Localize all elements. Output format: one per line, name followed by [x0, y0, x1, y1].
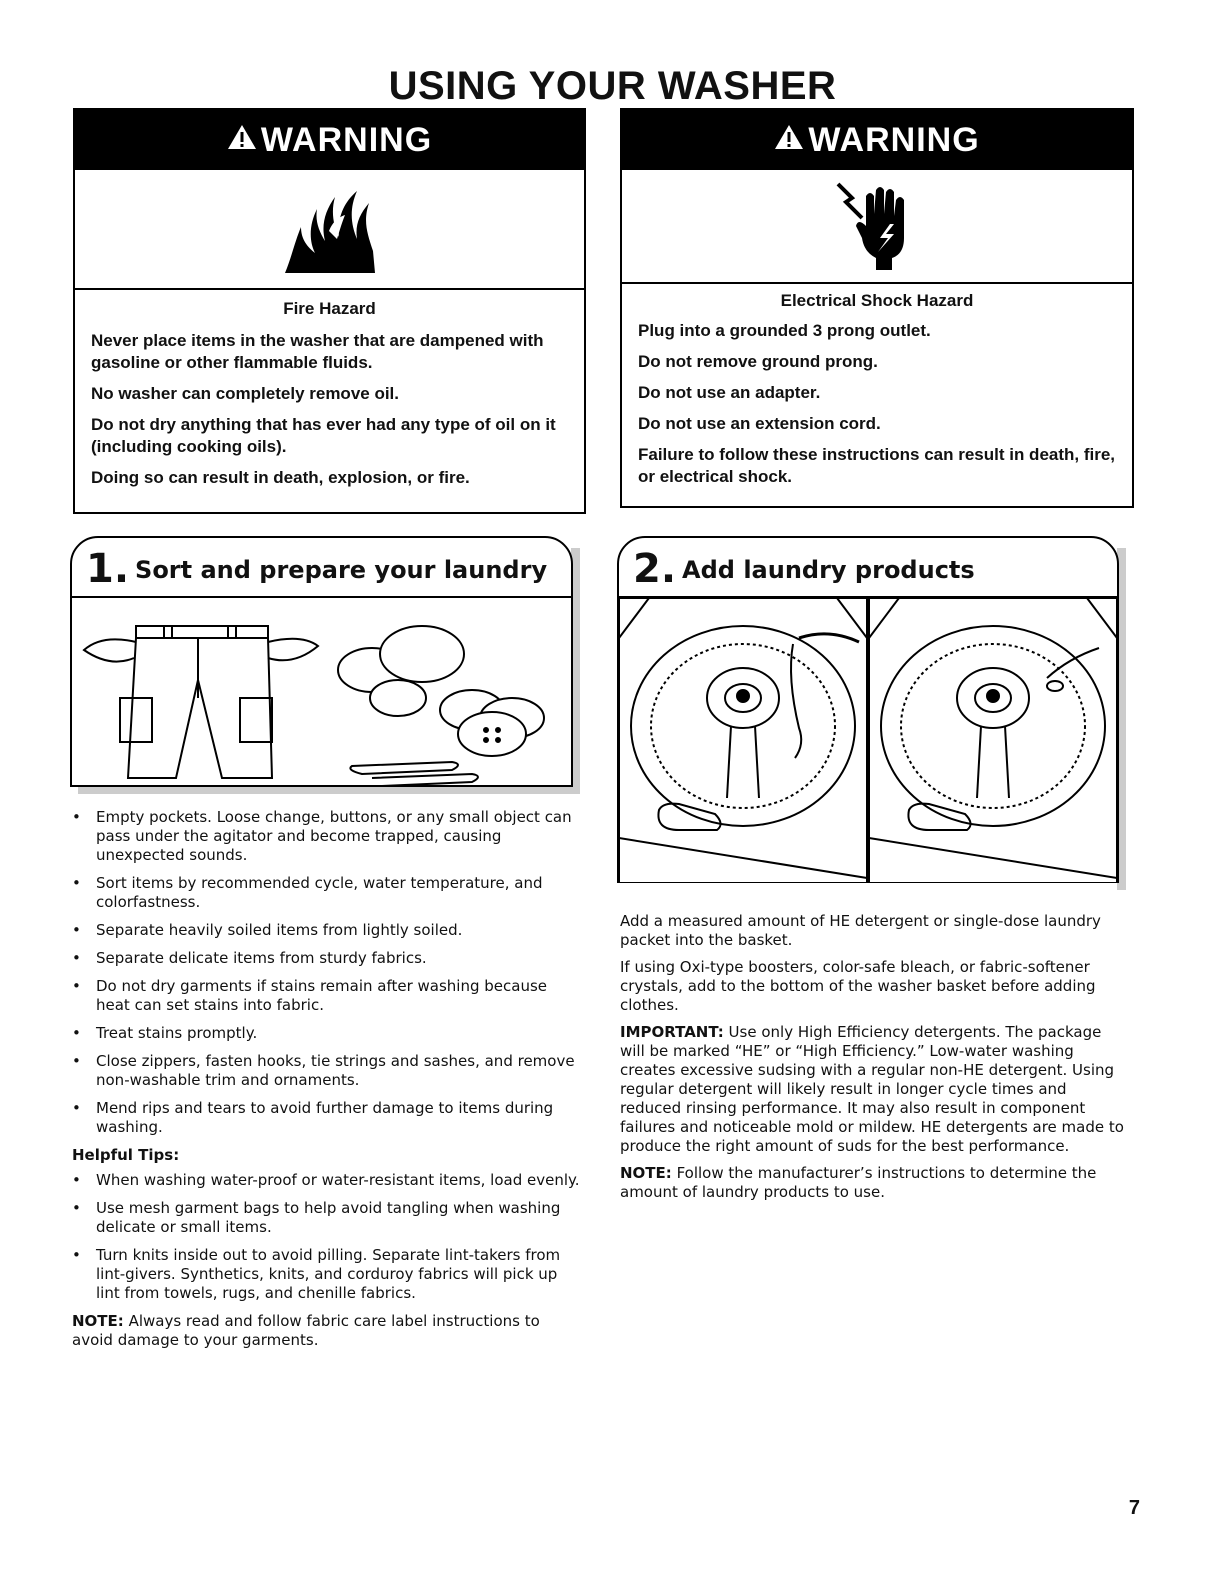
electrical-shock-icon: [622, 170, 1132, 284]
shock-warning-box: [620, 108, 1134, 508]
washer-pour-detergent-illustration: [619, 598, 867, 883]
step-2-paragraph: Add a measured amount of HE detergent or single-dose laundry packet into the basket.: [620, 912, 1101, 949]
step-1-panel: [70, 536, 573, 787]
fire-warning-box: [73, 108, 586, 514]
warning-line: Do not remove ground prong.: [638, 352, 878, 371]
important-paragraph: IMPORTANT: Use only High Efficiency detergents. The package will be marked “HE” or “High Efficiency.” Low-water washing creates excessive sudsing with a regular non-HE detergent. Using regular detergent will likely result in longer cycle times and reduced rinsing performance. It may also result in component failures and noticeable mold or mildew. HE detergents are made to produce the right amount of suds for the best performance.: [620, 1023, 1124, 1155]
step-2-paragraph: If using Oxi-type boosters, color-safe bleach, or fabric-softener crystals, add to the bottom of the washer basket before adding clothes.: [620, 958, 1096, 1014]
warning-header: WARNING: [75, 110, 584, 170]
warning-triangle-icon: [227, 110, 257, 170]
list-item: • Close zippers, fasten hooks, tie strings and sashes, and remove non-washable trim and ornaments.: [72, 1052, 582, 1090]
step-2-note: NOTE: Follow the manufacturer’s instructions to determine the amount of laundry products to use.: [620, 1164, 1097, 1201]
list-item: • Separate delicate items from sturdy fabrics.: [72, 949, 582, 968]
warning-triangle-icon: [774, 110, 804, 170]
laundry-illustration: [72, 598, 571, 786]
warning-line: Do not use an extension cord.: [638, 414, 881, 433]
fire-icon: [75, 170, 584, 290]
tips-bullet-list: [72, 1171, 582, 1303]
list-item: • Do not dry garments if stains remain after washing because heat can set stains into fabric.: [72, 977, 582, 1015]
hazard-title: Electrical Shock Hazard: [780, 291, 974, 310]
warning-line: No washer can completely remove oil.: [91, 384, 400, 403]
list-item: • Empty pockets. Loose change, buttons, or any small object can pass under the agitator and become trapped, causing unexpected sounds.: [72, 808, 582, 865]
step-1-title: 1. Sort and prepare your laundry: [72, 538, 571, 598]
pants-illustration: [84, 626, 318, 778]
washer-add-pod-illustration: [869, 598, 1117, 883]
safety-pins-illustration: [350, 762, 478, 786]
list-item: • Turn knits inside out to avoid pilling. Separate lint-takers from lint-givers. Synthetics, knits, and corduroy fabrics will pick up lint from towels, rugs, and chenille fabrics.: [72, 1246, 582, 1303]
step-2-instructions: [620, 912, 1130, 1210]
list-item: • Sort items by recommended cycle, water temperature, and colorfastness.: [72, 874, 582, 912]
list-item: • Separate heavily soiled items from lightly soiled.: [72, 921, 582, 940]
list-item: • When washing water-proof or water-resistant items, load evenly.: [72, 1171, 582, 1190]
helpful-tips-heading: Helpful Tips:: [72, 1146, 180, 1164]
step-1-note: NOTE: Always read and follow fabric care label instructions to avoid damage to your garments.: [72, 1312, 540, 1349]
list-item: • Treat stains promptly.: [72, 1024, 582, 1043]
warning-line: Do not use an adapter.: [638, 383, 821, 402]
sort-bullet-list: [72, 808, 582, 1137]
list-item: • Mend rips and tears to avoid further damage to items during washing.: [72, 1099, 582, 1137]
buttons-illustration: [338, 626, 544, 756]
step-2-title: 2. Add laundry products: [619, 538, 1117, 598]
step-1-instructions: [72, 808, 582, 1358]
page-title: USING YOUR WASHER: [388, 64, 837, 108]
shock-warning-text: [622, 284, 1132, 488]
warning-line: Never place items in the washer that are dampened with gasoline or other flammable fluids.: [91, 331, 544, 372]
fire-warning-text: [75, 290, 584, 489]
warning-line: Plug into a grounded 3 prong outlet.: [638, 321, 931, 340]
warning-line: Failure to follow these instructions can result in death, fire, or electrical shock.: [638, 445, 1116, 486]
warning-line: Doing so can result in death, explosion, or fire.: [91, 468, 470, 487]
warning-line: Do not dry anything that has ever had any type of oil on it (including cooking oils).: [91, 415, 556, 456]
page-number: 7: [1128, 1497, 1140, 1519]
warning-header: WARNING: [622, 110, 1132, 170]
list-item: • Use mesh garment bags to help avoid tangling when washing delicate or small items.: [72, 1199, 582, 1237]
hazard-title: Fire Hazard: [283, 299, 376, 318]
step-2-panel: [617, 536, 1119, 883]
washer-illustration: [619, 598, 1117, 883]
